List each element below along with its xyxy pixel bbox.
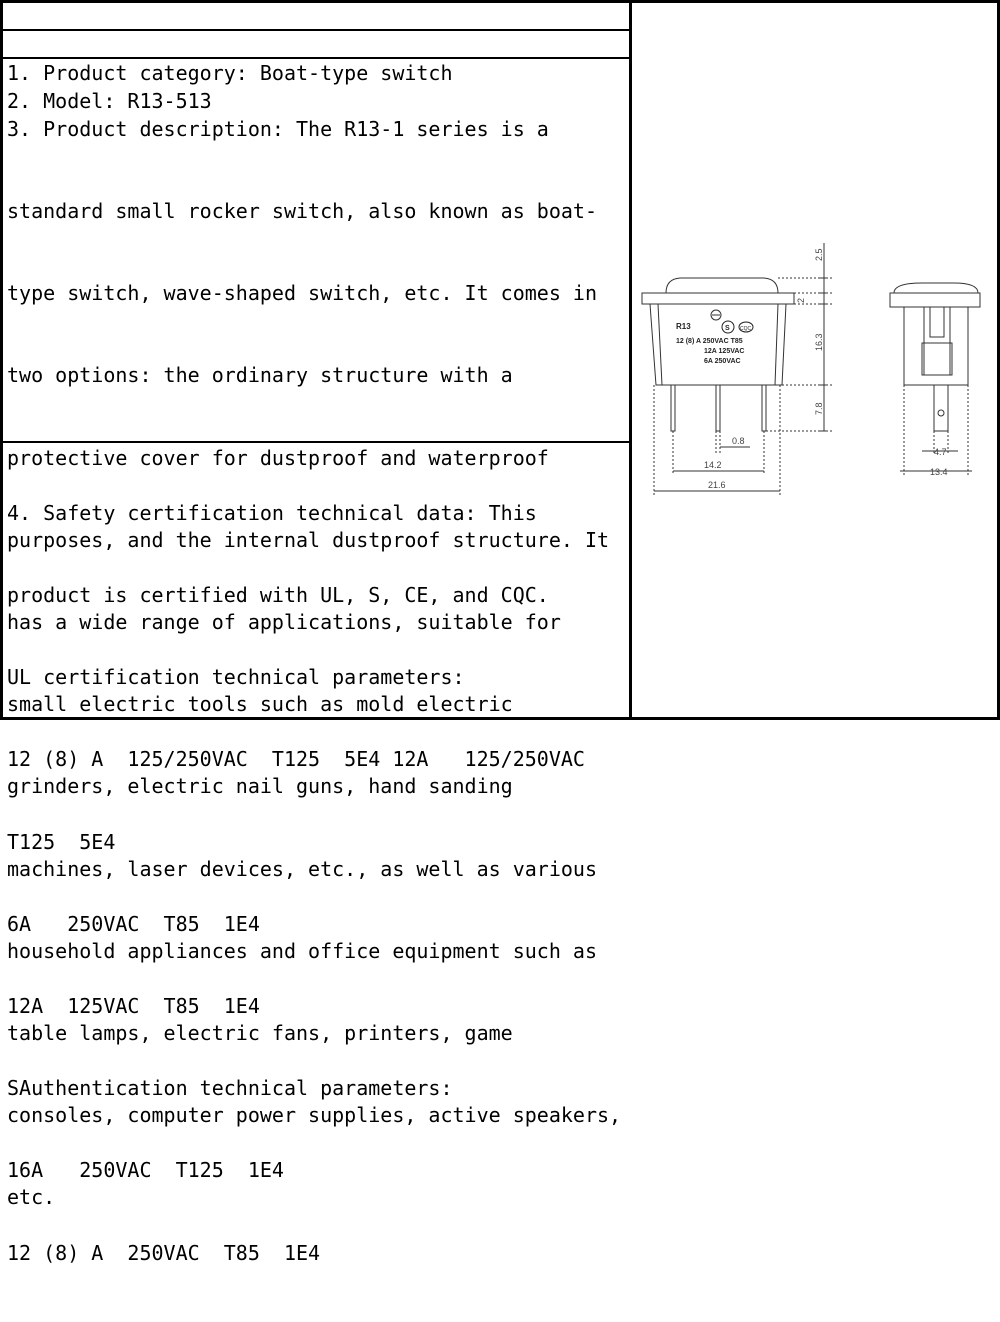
technical-drawing-panel [632, 3, 997, 717]
text-line: purposes, and the internal dustproof structure. It [7, 527, 610, 552]
text-line: small electric tools such as mold electric [7, 692, 513, 717]
text-line: etc. [7, 1185, 56, 1210]
dim-label: 4.7 [934, 447, 947, 457]
text-line: 12A 125VAC T85 1E4 [7, 994, 260, 1019]
text-line: machines, laser devices, etc., as well as various [7, 856, 598, 881]
product-category-row [3, 3, 629, 85]
text-line: type switch, wave-shaped switch, etc. It comes in [7, 281, 598, 306]
text-line: 12 (8) A 250VAC T85 1E4 [7, 1240, 321, 1265]
dim-label: 2 [796, 297, 806, 303]
dim-label: 13.4 [930, 467, 948, 477]
text-line: consoles, computer power supplies, active speakers, [7, 1103, 622, 1128]
text-line: 3. Product description: The R13-1 series is a [7, 116, 549, 141]
text-line: product is certified with UL, S, CE, and CQC. [7, 583, 549, 608]
switch-dimension-drawing [632, 3, 997, 717]
terminal-pin [762, 385, 766, 431]
rocker-outline [666, 278, 778, 293]
side-terminal-pin [934, 385, 948, 431]
dim-label: 14.2 [704, 460, 722, 470]
text-line: 12 (8) A 125/250VAC T125 5E4 12A 125/250VAC [7, 747, 585, 772]
dim-label: 7.8 [814, 402, 824, 415]
text-line: UL certification technical parameters: [7, 665, 465, 690]
dim-label: 2.5 [814, 248, 824, 261]
spec-text-column [3, 3, 632, 1265]
marking-rating-3: 6A 250VAC [704, 358, 741, 365]
text-line: standard small rocker switch, also known as boat- [7, 199, 598, 224]
text-line: 2. Model: R13-513 [7, 88, 212, 113]
text-line: SAuthentication technical parameters: [7, 1076, 453, 1101]
marking-model: R13 [676, 322, 691, 331]
s-mark-text: S [725, 325, 730, 332]
text-line: grinders, electric nail guns, hand sanding [7, 774, 513, 799]
text-line: two options: the ordinary structure with a [7, 363, 513, 388]
text-line: 4. Safety certification technical data: This [7, 500, 537, 525]
marking-rating-2: 12A 125VAC [704, 348, 745, 355]
text-line: 6A 250VAC T85 1E4 [7, 911, 260, 936]
text-line: 1. Product category: Boat-type switch [7, 60, 453, 85]
side-bezel-outline [890, 293, 980, 307]
marking-rating-1: 12 (8) A 250VAC T85 [676, 338, 743, 345]
cqc-mark-text: CQC [740, 326, 752, 332]
dim-label: 16.3 [814, 333, 824, 351]
text-line: table lamps, electric fans, printers, game [7, 1021, 513, 1046]
text-line: protective cover for dustproof and waterproof [7, 445, 549, 470]
dim-label: 0.8 [732, 436, 745, 446]
bezel-outline [642, 293, 794, 304]
text-line: 16A 250VAC T125 1E4 [7, 1158, 284, 1183]
terminal-pin [716, 385, 720, 431]
side-body-outline [904, 307, 968, 385]
side-rocker-outline [894, 283, 978, 293]
text-line: household appliances and office equipment such as [7, 938, 598, 963]
dim-label: 21.6 [708, 480, 726, 490]
terminal-pin [671, 385, 675, 431]
text-line: T125 5E4 [7, 829, 116, 854]
text-line: has a wide range of applications, suitable for [7, 610, 561, 635]
